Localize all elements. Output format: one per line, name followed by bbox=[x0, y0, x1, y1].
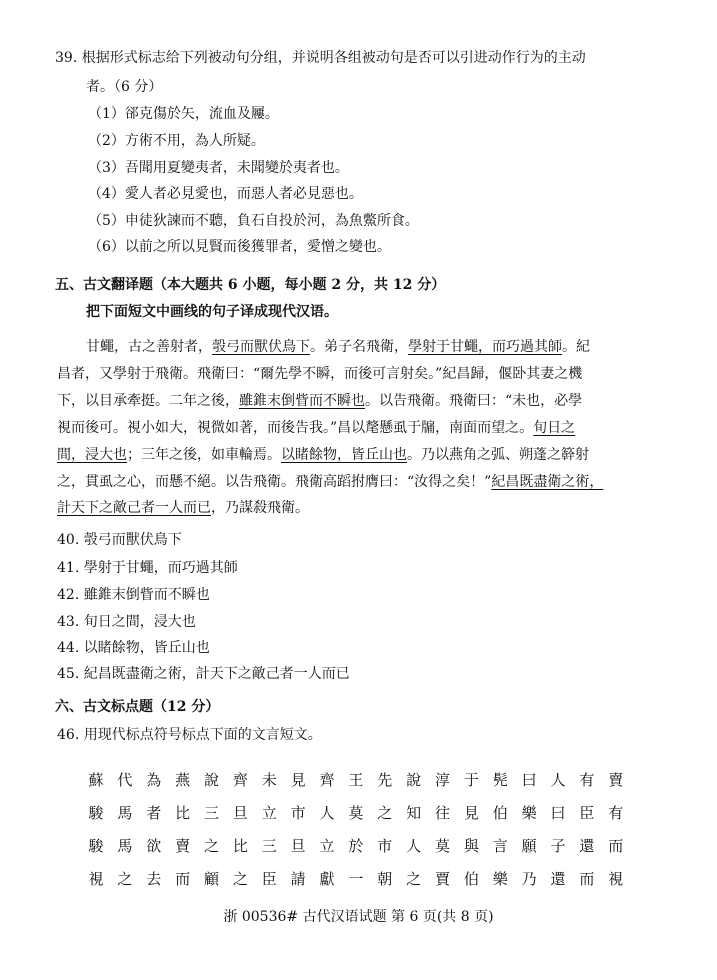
grid-char: 之 bbox=[406, 870, 422, 888]
section5-instruction: 把下面短文中画线的句子译成现代汉语。 bbox=[86, 304, 338, 320]
passage-text: 。紀 bbox=[562, 339, 590, 355]
grid-char: 顧 bbox=[203, 870, 219, 888]
grid-char: 燕 bbox=[175, 771, 191, 789]
grid-char: 見 bbox=[463, 804, 479, 822]
grid-char: 視 bbox=[88, 870, 104, 888]
grid-row-3 bbox=[86, 835, 626, 856]
grid-char: 言 bbox=[492, 837, 508, 855]
grid-char: 朝 bbox=[377, 870, 393, 888]
grid-char: 未 bbox=[261, 771, 277, 789]
grid-char: 而 bbox=[175, 870, 191, 888]
grid-char: 市 bbox=[290, 804, 306, 822]
passage-text: ；三年之後，如車輪焉。 bbox=[127, 447, 281, 463]
grid-char: 之 bbox=[377, 804, 393, 822]
question-45: 45. 紀昌既盡衛之術，計天下之敵己者一人而已 bbox=[57, 666, 350, 682]
q39-line1: 39. 根据形式标志给下列被动句分组，并说明各组被动句是否可以引进动作行为的主动 bbox=[55, 50, 586, 66]
grid-char: 說 bbox=[203, 771, 219, 789]
grid-char: 於 bbox=[348, 837, 364, 855]
q39-item-1: （1）郤克傷於矢，流血及屨。 bbox=[88, 106, 279, 122]
passage-line-4 bbox=[57, 418, 575, 438]
grid-char: 代 bbox=[117, 771, 133, 789]
grid-char: 莫 bbox=[434, 837, 450, 855]
grid-char: 賣 bbox=[175, 837, 191, 855]
grid-char: 先 bbox=[377, 771, 393, 789]
grid-char: 三 bbox=[261, 837, 277, 855]
q39-item-6: （6）以前之所以見賢而後獲罪者，愛憎之變也。 bbox=[88, 239, 391, 255]
grid-char: 人 bbox=[406, 837, 422, 855]
grid-char: 願 bbox=[521, 837, 537, 855]
passage-line-1 bbox=[86, 337, 590, 357]
grid-char: 淳 bbox=[434, 771, 450, 789]
grid-char: 往 bbox=[434, 804, 450, 822]
grid-char: 子 bbox=[550, 837, 566, 855]
page-footer: 浙 00536# 古代汉语试题 第 6 页(共 8 页) bbox=[223, 909, 494, 925]
grid-char: 馬 bbox=[117, 804, 133, 822]
grid-char: 旦 bbox=[232, 804, 248, 822]
section5-title: 五、古文翻译题（本大题共 6 小题，每小题 2 分，共 12 分） bbox=[55, 277, 446, 293]
underlined-sentence-44: 以睹餘物，皆丘山也 bbox=[281, 447, 407, 463]
passage-line-5 bbox=[57, 445, 589, 465]
grid-char: 比 bbox=[175, 804, 191, 822]
grid-char: 與 bbox=[463, 837, 479, 855]
grid-char: 樂 bbox=[521, 804, 537, 822]
grid-char: 有 bbox=[579, 771, 595, 789]
q39-item-3: （3）吾聞用夏變夷者，未聞變於夷者也。 bbox=[88, 160, 349, 176]
question-42: 42. 雖錐末倒眥而不瞬也 bbox=[57, 587, 210, 603]
grid-char: 市 bbox=[377, 837, 393, 855]
grid-char: 賣 bbox=[608, 771, 624, 789]
grid-char: 莫 bbox=[348, 804, 364, 822]
grid-char: 之 bbox=[232, 870, 248, 888]
grid-char: 有 bbox=[608, 804, 624, 822]
passage-text: ，乃謀殺飛衛。 bbox=[211, 500, 309, 516]
passage-text: 。弟子名飛衛， bbox=[310, 339, 408, 355]
underlined-sentence-45-start: 紀昌既盡衛之術， bbox=[491, 474, 604, 490]
grid-char: 者 bbox=[146, 804, 162, 822]
passage-text: 之，貫虱之心，而懸不絕。以告飛衛。飛衛高蹈拊膺曰：“汝得之矣！” bbox=[57, 474, 492, 490]
q39-line2: 者。（6 分） bbox=[86, 79, 163, 95]
grid-char: 蘇 bbox=[88, 771, 104, 789]
grid-char: 去 bbox=[146, 870, 162, 888]
grid-char: 齊 bbox=[319, 771, 335, 789]
grid-row-2 bbox=[86, 802, 626, 823]
grid-char: 說 bbox=[406, 771, 422, 789]
grid-char: 臣 bbox=[579, 804, 595, 822]
grid-char: 三 bbox=[203, 804, 219, 822]
grid-char: 欲 bbox=[146, 837, 162, 855]
passage-text: 甘蠅，古之善射者， bbox=[86, 339, 212, 355]
grid-char: 賈 bbox=[434, 870, 450, 888]
passage-line-3 bbox=[57, 391, 582, 411]
grid-char: 還 bbox=[579, 837, 595, 855]
section6-title: 六、古文标点题（12 分） bbox=[55, 699, 220, 715]
q39-item-4: （4）愛人者必見愛也，而惡人者必見惡也。 bbox=[88, 186, 363, 202]
question-44: 44. 以睹餘物，皆丘山也 bbox=[57, 640, 210, 656]
grid-char: 人 bbox=[319, 804, 335, 822]
underlined-sentence-45-end: 計天下之敵己者一人而已 bbox=[57, 500, 211, 516]
passage-line-7 bbox=[57, 498, 309, 518]
passage-text: 。乃以燕角之弧、朔蓬之簳射 bbox=[407, 447, 589, 463]
underlined-sentence-40: 彀弓而獸伏鳥下 bbox=[212, 339, 310, 355]
grid-char: 請 bbox=[290, 870, 306, 888]
underlined-sentence-43-end: 間，浸大也 bbox=[57, 447, 127, 463]
grid-char: 于 bbox=[463, 771, 479, 789]
underlined-sentence-41: 學射于甘蠅，而巧過其師 bbox=[408, 339, 562, 355]
grid-char: 駿 bbox=[88, 837, 104, 855]
underlined-sentence-42: 雖錐末倒眥而不瞬也 bbox=[239, 393, 365, 409]
grid-char: 而 bbox=[579, 870, 595, 888]
question-46: 46. 用现代标点符号标点下面的文言短文。 bbox=[57, 727, 322, 743]
q39-item-2: （2）方術不用，為人所疑。 bbox=[88, 133, 265, 149]
grid-char: 曰 bbox=[550, 804, 566, 822]
grid-char: 樂 bbox=[492, 870, 508, 888]
grid-char: 知 bbox=[406, 804, 422, 822]
underlined-sentence-43-start: 旬日之 bbox=[533, 420, 576, 436]
grid-char: 齊 bbox=[232, 771, 248, 789]
grid-char: 曰 bbox=[521, 771, 537, 789]
grid-char: 之 bbox=[203, 837, 219, 855]
grid-char: 比 bbox=[232, 837, 248, 855]
grid-char: 乃 bbox=[521, 870, 537, 888]
grid-char: 視 bbox=[608, 870, 624, 888]
grid-char: 髡 bbox=[492, 771, 508, 789]
q39-item-5: （5）申徒狄諫而不聽，負石自投於河，為魚鱉所食。 bbox=[88, 213, 419, 229]
grid-char: 伯 bbox=[492, 804, 508, 822]
grid-char: 之 bbox=[117, 870, 133, 888]
grid-char: 王 bbox=[348, 771, 364, 789]
grid-row-4 bbox=[86, 868, 626, 889]
grid-char: 伯 bbox=[463, 870, 479, 888]
grid-char: 駿 bbox=[88, 804, 104, 822]
grid-char: 而 bbox=[608, 837, 624, 855]
grid-char: 立 bbox=[319, 837, 335, 855]
passage-text: 視而後可。視小如大，視微如著，而後告我。”昌以氂懸虱于牖，南面而望之。 bbox=[57, 420, 534, 436]
question-41: 41. 學射于甘蠅，而巧過其師 bbox=[57, 560, 238, 576]
grid-char: 獻 bbox=[319, 870, 335, 888]
grid-char: 人 bbox=[550, 771, 566, 789]
passage-line-6 bbox=[57, 472, 603, 492]
grid-char: 一 bbox=[348, 870, 364, 888]
question-40: 40. 彀弓而獸伏鳥下 bbox=[57, 532, 182, 548]
passage-text: 下，以目承牽挺。二年之後， bbox=[57, 393, 239, 409]
grid-char: 還 bbox=[550, 870, 566, 888]
grid-char: 臣 bbox=[261, 870, 277, 888]
grid-char: 旦 bbox=[290, 837, 306, 855]
question-43: 43. 旬日之間，浸大也 bbox=[57, 614, 196, 630]
grid-char: 立 bbox=[261, 804, 277, 822]
grid-char: 見 bbox=[290, 771, 306, 789]
passage-text: 。以告飛衛。飛衛曰：“未也，必學 bbox=[365, 393, 583, 409]
grid-char: 馬 bbox=[117, 837, 133, 855]
passage-line-2: 昌者，又學射于飛衛。飛衛曰：“爾先學不瞬，而後可言射矣。”紀昌歸，偃卧其妻之機 bbox=[57, 366, 583, 382]
grid-char: 為 bbox=[146, 771, 162, 789]
grid-row-1 bbox=[86, 769, 626, 790]
